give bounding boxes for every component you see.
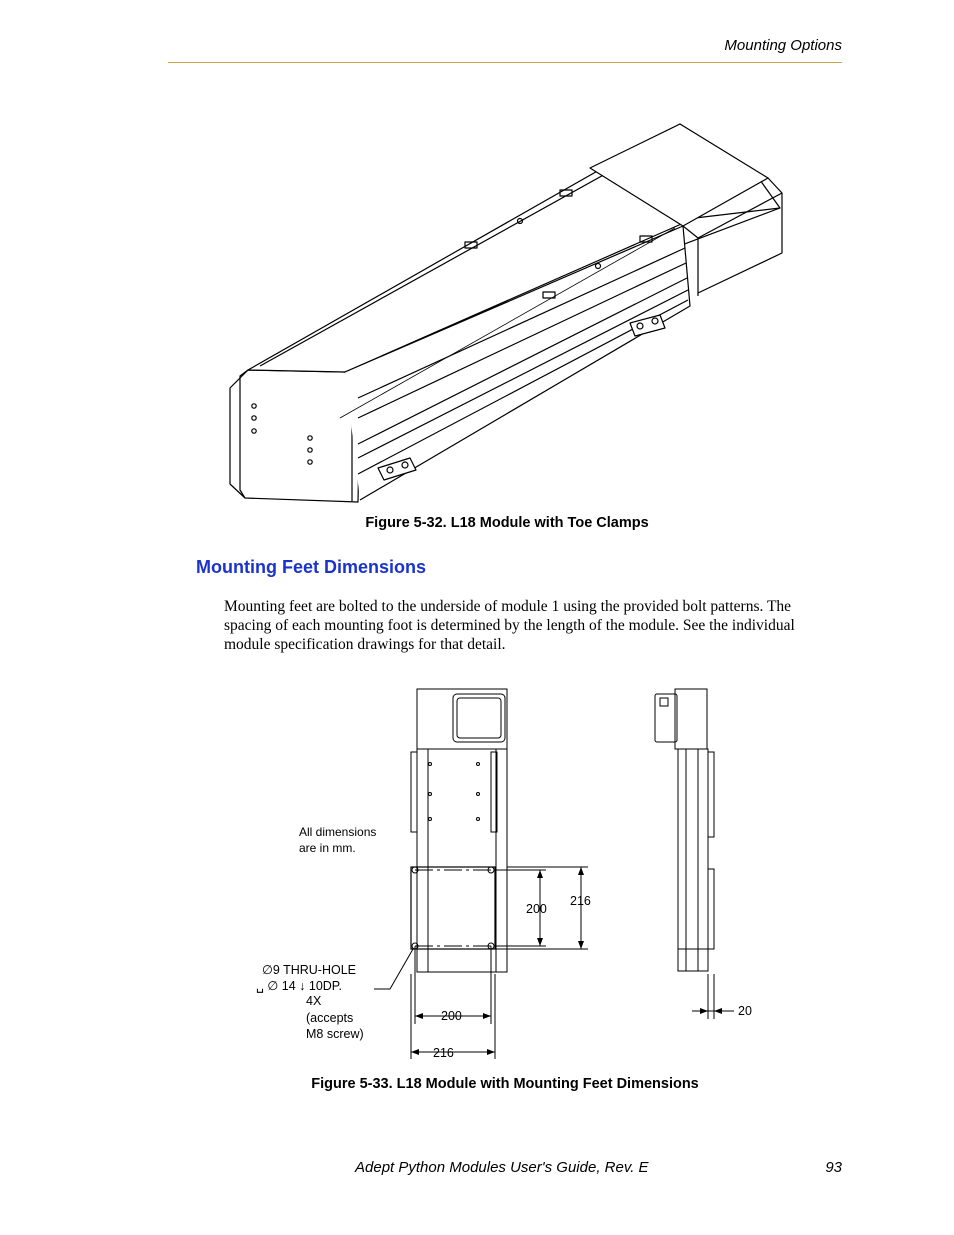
dim-outer-horizontal: 216 <box>433 1046 454 1060</box>
dim-outer-vertical: 216 <box>570 894 591 908</box>
hole-callout-line2: ␣ ∅ 14 ↓ 10DP. <box>256 979 342 993</box>
note-line1: All dimensions <box>299 825 377 839</box>
footer-title: Adept Python Modules User's Guide, Rev. E <box>355 1159 649 1176</box>
dim-side-width: 20 <box>738 1004 752 1018</box>
note-line2: are in mm. <box>299 841 356 855</box>
dim-inner-horizontal: 200 <box>441 1009 462 1023</box>
figure-caption: Figure 5-32. L18 Module with Toe Clamps <box>365 515 649 531</box>
section-heading: Mounting Feet Dimensions <box>196 557 427 577</box>
figure-mounting-feet-dimensions <box>250 684 770 1069</box>
dim-inner-vertical: 200 <box>526 902 547 916</box>
page-number: 93 <box>825 1159 842 1176</box>
figure-l18-toe-clamps <box>220 118 790 508</box>
running-header: Mounting Options <box>724 37 842 54</box>
hole-callout-line1: ∅9 THRU-HOLE <box>262 963 357 977</box>
hole-callout-line5: M8 screw) <box>306 1027 364 1041</box>
hole-callout-line3: 4X <box>306 994 322 1008</box>
header-rule <box>168 62 842 63</box>
figure-caption-2: Figure 5-33. L18 Module with Mounting Feet Dimensions <box>311 1076 699 1092</box>
hole-callout-line4: (accepts <box>306 1011 354 1025</box>
body-paragraph: Mounting feet are bolted to the underside of module 1 using the provided bolt patterns. The spacing of each mounting foot is determined by the length of the module. See the individual module specification drawings for that detail. <box>224 598 795 653</box>
